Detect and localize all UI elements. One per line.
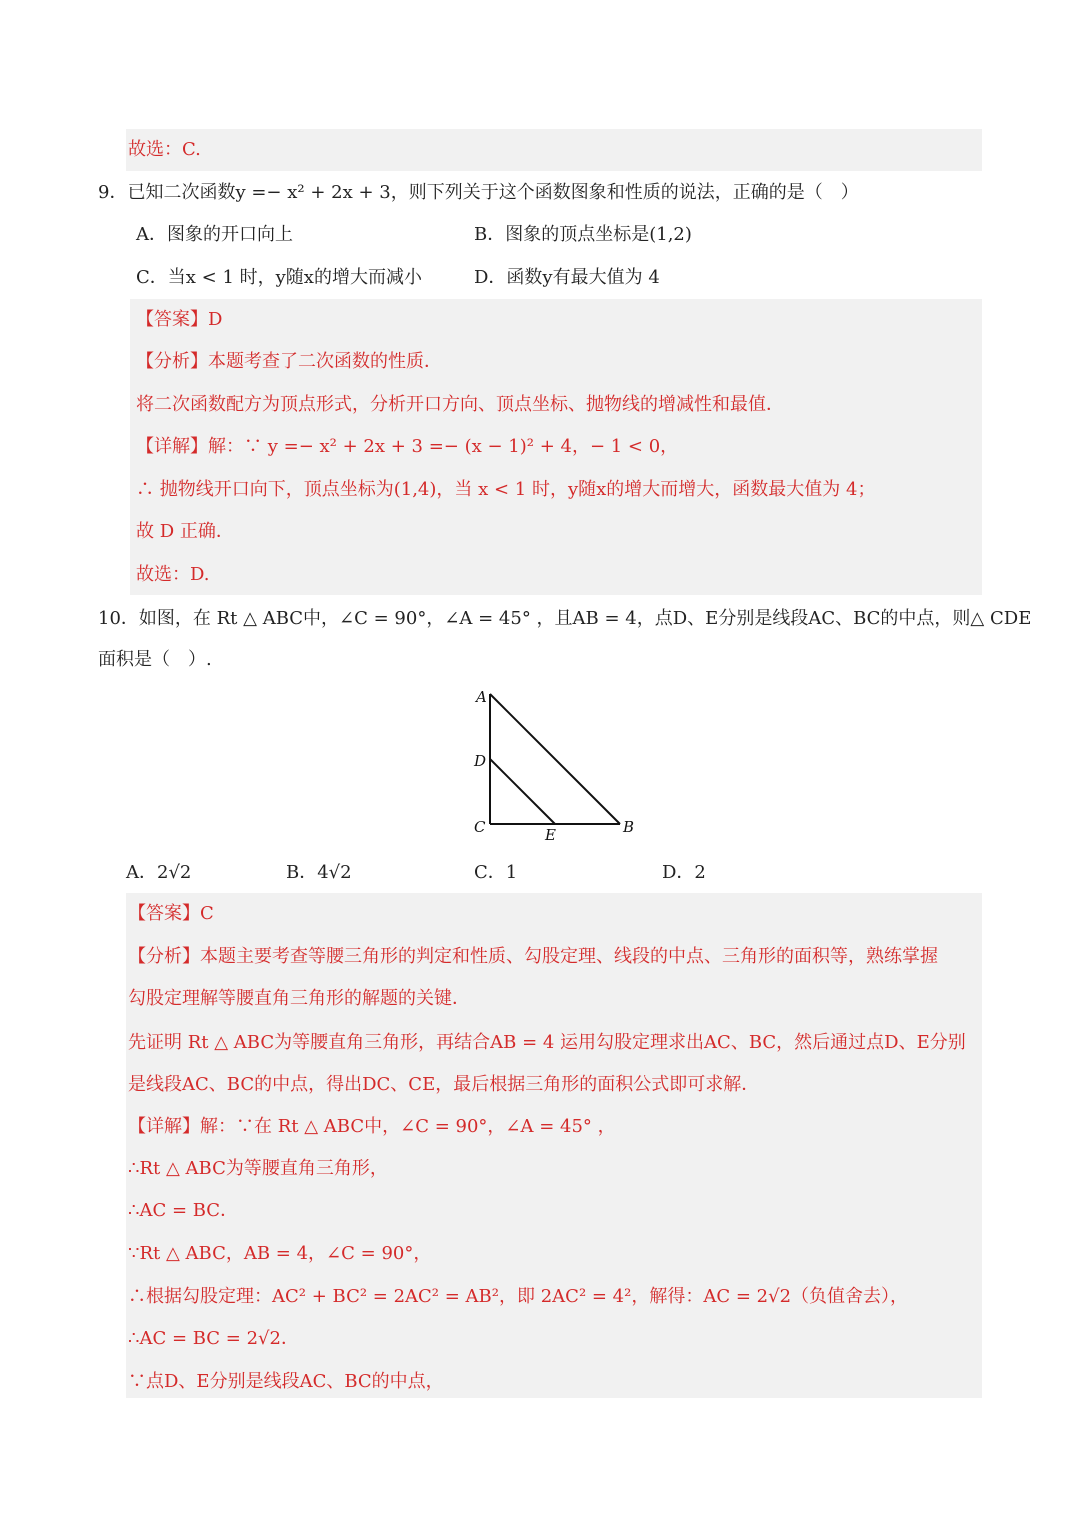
q10-answer: 【答案】C <box>128 903 214 924</box>
triangle-figure <box>460 682 650 847</box>
q9-detail: 【详解】解：∵ y =− x² + 2x + 3 =− (x − 1)² + 4，− 1 < 0， <box>136 436 679 457</box>
segment-de <box>490 759 555 824</box>
q9-answer: 【答案】D <box>136 309 223 330</box>
label-e: E <box>545 826 556 844</box>
q8-answer-block <box>126 129 982 171</box>
q10-option-a: A．2√2 <box>126 862 192 883</box>
q9-option-d: D．函数y有最大值为 4 <box>474 267 660 288</box>
q9-detail-3: 故 D 正确． <box>136 521 234 542</box>
q10-detail-2: ∴Rt △ ABC为等腰直角三角形， <box>128 1158 388 1179</box>
q10-option-b: B．4√2 <box>286 862 352 883</box>
q9-option-a: A．图象的开口向上 <box>136 224 293 245</box>
label-a: A <box>476 688 487 706</box>
q10-detail-4: ∵Rt △ ABC，AB = 4，∠C = 90°， <box>128 1243 432 1264</box>
q10-detail-1: 【详解】解：∵在 Rt △ ABC中，∠C = 90°，∠A = 45° ， <box>128 1116 616 1137</box>
segment-ab <box>490 694 620 824</box>
label-b: B <box>623 818 635 836</box>
q10-detail-3: ∴AC = BC． <box>128 1200 239 1221</box>
q10-analysis-4: 是线段AC、BC的中点，得出DC、CE，最后根据三角形的面积公式即可求解． <box>128 1074 760 1095</box>
q10-analysis-3: 先证明 Rt △ ABC为等腰直角三角形，再结合AB = 4 运用勾股定理求出AC、BC，然后通过点D、E分别 <box>128 1032 966 1053</box>
q9-analysis: 【分析】本题考查了二次函数的性质． <box>136 351 442 372</box>
q10-detail-6: ∴AC = BC = 2√2． <box>128 1328 299 1349</box>
label-c: C <box>474 818 486 836</box>
q10-analysis-1: 【分析】本题主要考查等腰三角形的判定和性质、勾股定理、线段的中点、三角形的面积等，熟练掌握 <box>128 946 938 967</box>
q10-detail-7: ∵点D、E分别是线段AC、BC的中点， <box>128 1371 444 1392</box>
q10-analysis-2: 勾股定理解等腰直角三角形的解题的关键． <box>128 988 470 1009</box>
q10-option-c: C．1 <box>474 862 518 883</box>
q8-choose: 故选：C. <box>128 139 201 160</box>
q9-stem: 9．已知二次函数y =− x² + 2x + 3，则下列关于这个函数图象和性质的说法，正确的是（ ） <box>98 182 859 203</box>
q10-option-d: D．2 <box>662 862 706 883</box>
q9-detail-2: ∴ 抛物线开口向下，顶点坐标为(1,4)，当 x < 1 时，y随x的增大而增大，函数最大值为 4； <box>136 479 876 500</box>
q10-stem-line1: 10．如图，在 Rt △ ABC中，∠C = 90°，∠A = 45° ，且AB = 4，点D、E分别是线段AC、BC的中点，则△ CDE <box>98 608 1032 629</box>
q9-choose: 故选：D. <box>136 564 210 585</box>
q9-option-b: B．图象的顶点坐标是(1,2) <box>474 224 692 245</box>
q10-stem-line2: 面积是（ ）. <box>98 649 212 670</box>
q9-option-c: C．当x < 1 时，y随x的增大而减小 <box>136 267 422 288</box>
q10-detail-5: ∴根据勾股定理：AC² + BC² = 2AC² = AB²，即 2AC² = 4²，解得：AC = 2√2（负值舍去）， <box>128 1286 909 1307</box>
label-d: D <box>474 752 487 770</box>
q9-analysis-method: 将二次函数配方为顶点形式，分析开口方向、顶点坐标、抛物线的增减性和最值． <box>136 394 784 415</box>
